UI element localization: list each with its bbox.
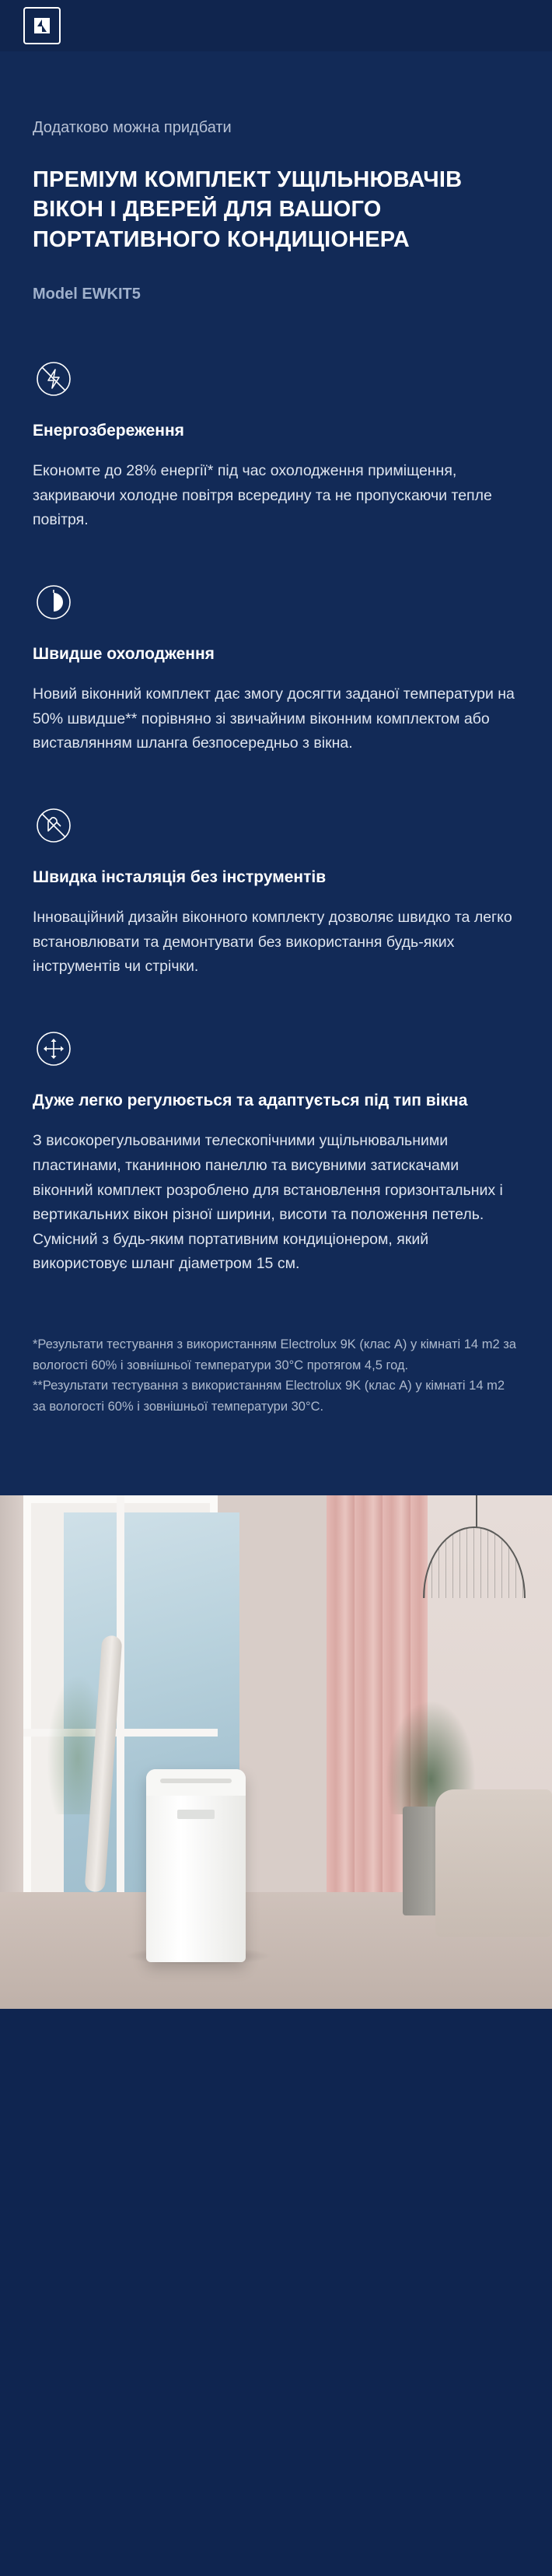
feature-fast-cooling (33, 581, 519, 756)
feature-energy-saving (33, 358, 519, 533)
feature-heading: Енергозбереження (33, 421, 184, 440)
feature-body: Економте до 28% енергії* під час охолодження приміщення, закриваючи холодне повітря всередину та не пропускаючи тепле повітря. (33, 462, 492, 529)
photo-lamp-stem (476, 1495, 477, 1528)
brand-header (0, 0, 552, 51)
copy-block (0, 51, 552, 1495)
electrolux-logo-icon (23, 7, 61, 44)
footnote-1: *Результати тестування з використанням Electrolux 9K (клас A) у кімнаті 14 m2 за вологості 60% і зовнішньої температури 30°C протягом 4,5 год. (33, 1337, 516, 1372)
model-label: Model EWKIT5 (33, 285, 141, 303)
hero-section (33, 51, 519, 303)
photo-portable-air-conditioner (146, 1769, 246, 1962)
room-with-portable-air-conditioner-photo (0, 1495, 552, 2009)
feature-adjustable (33, 1028, 519, 1277)
photo-ac-vent (160, 1779, 232, 1783)
energy-saving-icon (33, 358, 75, 400)
hero-eyebrow: Додатково можна придбати (33, 119, 232, 136)
footnotes (33, 1334, 519, 1449)
tool-free-install-icon (33, 804, 75, 846)
feature-body: Новий віконний комплект дає змогу досягти заданої температури на 50% швидше** порівняно зі звичайним віконним комплектом або виставлянням шланга безпосередньо з вікна. (33, 685, 515, 752)
fast-cooling-icon (33, 581, 75, 623)
footnote-2: **Результати тестування з використанням Electrolux 9K (клас A) у кімнаті 14 m2 за вологості 60% і зовнішньої температури 30°C. (33, 1379, 505, 1414)
photo-window-mullion (117, 1495, 124, 1931)
photo-ac-panel (177, 1810, 215, 1819)
feature-heading: Швидка інсталяція без інструментів (33, 867, 327, 886)
feature-body: З високорегульованими телескопічними ущільнювальними пластинами, тканинною панеллю та висувними затискачами віконний комплект розроблено для встановлення горизонтальних і вертикальних вікон різної ширини, висоти та положення петель. Сумісний з будь-яким портативним кондиціонером, який використовує шланг діаметром 15 см. (33, 1132, 503, 1273)
photo-armchair (435, 1789, 552, 1937)
feature-tool-free-install (33, 804, 519, 980)
page-title: ПРЕМІУМ КОМПЛЕКТ УЩІЛЬНЮВАЧІВ ВІКОН І ДВЕРЕЙ ДЛЯ ВАШОГО ПОРТАТИВНОГО КОНДИЦІОНЕРА (33, 167, 463, 252)
feature-body: Інноваційний дизайн віконного комплекту дозволяє швидко та легко встановлювати та демонтувати без використання будь-яких інструментів чи стрічки. (33, 909, 512, 976)
adjustable-arrows-icon (33, 1028, 75, 1070)
photo-ac-top (146, 1769, 246, 1796)
feature-heading: Дуже легко регулюється та адаптується під тип вікна (33, 1092, 468, 1110)
feature-heading: Швидше охолодження (33, 644, 215, 663)
